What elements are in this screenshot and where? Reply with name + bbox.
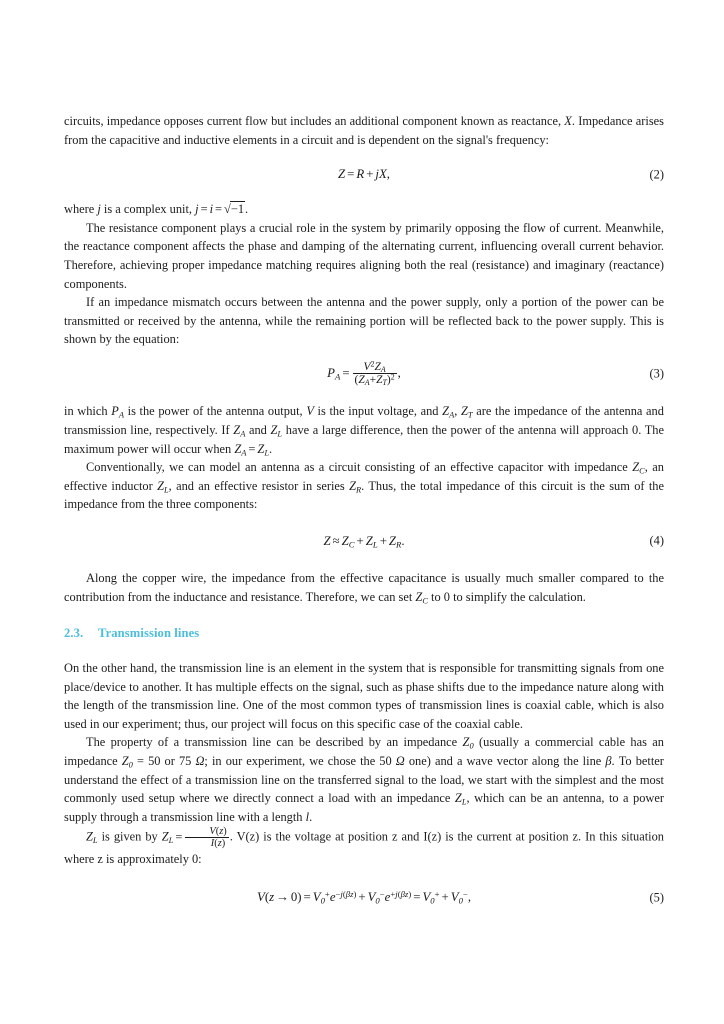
spacer [64,386,664,402]
paragraph-zl-definition: $Z_L$ is given by $Z_L$ = $\frac{V(z)}{I(z)}$ . V(z) is the voltage at position z and I(z) is the current at position z. In this situation where z is approximately 0: [64,826,664,866]
equation-2-body: Z = R + jX, [338,167,390,182]
paragraph-impedance-mismatch: If an impedance mismatch occurs between the antenna and the power supply, only a portion of the power can be transmitted or received by the antenna, while the remaining portion will be reflected back to the power supply. This is shown by the equation: [64,295,664,347]
symbol-beta: β [605,754,612,769]
symbol-reactance: X [564,114,572,128]
paragraph-continuation: circuits, impedance opposes current flow but includes an additional component known as reactance, X. Impedance arises from the capacitive and inductive elements in a circuit and is dependent on the signal's frequency: [64,114,664,147]
spacer [64,349,664,361]
paragraph-copper-wire: Along the copper wire, the impedance from the effective capacitance is usually much smaller compared to the contribution from the inductance and resistance. Therefore, we can set $Z_C$ to 0 to simplify the calculation. [64,570,664,605]
symbol-j: j [97,202,101,217]
equation-5-row [64,890,664,905]
page-content [64,112,664,905]
text-fragment: is the input voltage, and [317,404,439,419]
text-fragment: and [248,422,267,437]
text-fragment: = 50 or 75 [136,754,192,769]
text-fragment: The property of a transmission line can be described by an impedance [86,735,458,750]
spacer [64,149,664,167]
paragraph-antenna-model: Conventionally, we can model an antenna as a circuit consisting of an effective capacitor with impedance $Z_C$, an effective inductor $Z_L$, and an effective resistor in series $Z_R$. Thus, the total impedance of this circuit is the sum of the impedance from the three components: [64,460,664,512]
text-fragment: , and an effective resistor in series [168,478,345,493]
equation-2-number: (2) [649,167,664,182]
text-fragment: is given by [101,830,158,845]
text-fragment: Along the copper wire, the impedance from the effective capacitance is usually much smaller compared to the contribution from the inductance and resistance. Therefore, we can set [64,570,664,604]
fraction-power: $\frac{V^2Z_A}{(Z_A+Z_T)^2}$ [354,359,395,388]
text-fragment: ; in our experiment, we chose the 50 [204,754,392,769]
text-fragment: have a large difference, then the power of the antenna will approach 0. The maximum power will occur when [64,422,664,456]
spacer [64,868,664,890]
text-fragment: this situation where z is approximately 0: [64,830,664,866]
spacer [64,549,664,569]
equation-2-row [64,167,664,182]
text-fragment: to 0 to simplify the calculation. [431,589,586,604]
section-heading-transmission-lines [64,626,664,641]
equation-4-row [64,534,664,549]
equation-5-body: $V(z \to 0) = V_0^+e^{-j(\beta z)} + V_0^-e^{+j(\beta z)} = V_0^+ + V_0^-$, [256,889,472,906]
section-number: 2.3. [64,626,84,641]
paragraph-impedance-z0: The property of a transmission line can be described by an impedance $Z_0$ (usually a commercial cable has an impedance $Z_0 = 50$ or 75 Ω; in our experiment, we chose the 50 Ω one) and a wave vector along the line β. To better understand the effect of a transmission line on the transferred signal to the load, we start with the simplest and the most commonly used setup where we directly connect a load with an impedance $Z_L$, which can be an antenna, to a power supply through a transmission line with a length l. [64,735,664,824]
text-fragment: is the power of the antenna output, [127,404,303,419]
text-fragment: , which can be an antenna, to a power supply through a transmission line with a length [64,791,664,824]
symbol-ohm: Ω [195,754,205,769]
spacer [64,182,664,200]
equation-3-row [64,361,664,386]
text-fragment: one) and a wave vector along the line [408,754,602,769]
spacer [64,606,664,626]
paragraph-power-definitions: in which $P_A$ is the power of the antenna output, V is the input voltage, and $Z_A$, $Z_T$ are the impedance of the antenna and transmission line, respectively. If $Z_A$ and $Z_L$ have a large difference, then the power of the antenna will approach 0. The maximum power will occur when $Z_A = Z_L$. [64,404,664,457]
symbol-ohm: Ω [395,754,405,769]
text-fragment: (usually a commercial cable has an impedance [64,735,664,769]
spacer [64,641,664,659]
text-fragment: . Thus, the total impedance of this circuit is the sum of the impedance from the three components: [64,478,664,512]
fraction-zl: $\frac{V(z)}{I(z)}$ [185,826,228,849]
equation-3-body: $P_A$ = $\frac{V^2Z_A}{(Z_A+Z_T)^2}$ , [327,359,401,388]
equation-4-number: (4) [649,533,664,548]
text-fragment: . To better understand the effect of a transmission line on the transferred signal to the load, we start with the simplest and the most commonly used setup where we directly connect a load with an impedance [64,754,664,806]
equation-5-number: (5) [649,890,664,905]
sqrt-expression: √−1 [224,202,245,217]
text-fragment: are the impedance of the antenna and transmission line, respectively. If [64,404,664,437]
equation-3-number: (3) [649,366,664,381]
text-fragment: in which [64,404,108,419]
text-fragment: Conventionally, we can model an antenna as a circuit consisting of an effective capacitor with impedance [86,460,628,475]
text-fragment: . V(z) is the voltage at position z and I(z) is the current at position z. In [229,830,596,845]
text-fragment: , an effective inductor [64,460,664,493]
equation-4-body: $Z \approx Z_C + Z_L + Z_R$. [323,533,405,550]
spacer [64,514,664,534]
symbol-length: l [305,809,310,824]
section-title: Transmission lines [98,626,200,641]
paragraph-transmission-line-intro: On the other hand, the transmission line is an element in the system that is responsible for transmitting signals from one place/device to another. It has multiple effects on the signal, such as phase shifts due to the impedance nature along with the length of the transmission line. One of the most common types of transmission lines is coaxial cable, which is also used in our experiment; thus, our project will focus on this specific case of the coaxial cable. [64,661,664,731]
paragraph-resistance-component: The resistance component plays a crucial role in the system by primarily opposing the flow of current. Meanwhile, the reactance component affects the phase and damping of the alternating current, influencing overall current behavior. Therefore, achieving proper impedance matching requires aligning both the real (resistance) and imaginary (reactance) components. [64,220,664,291]
paragraph-complex-unit: where j is a complex unit, j = i = √−1. [64,202,249,217]
